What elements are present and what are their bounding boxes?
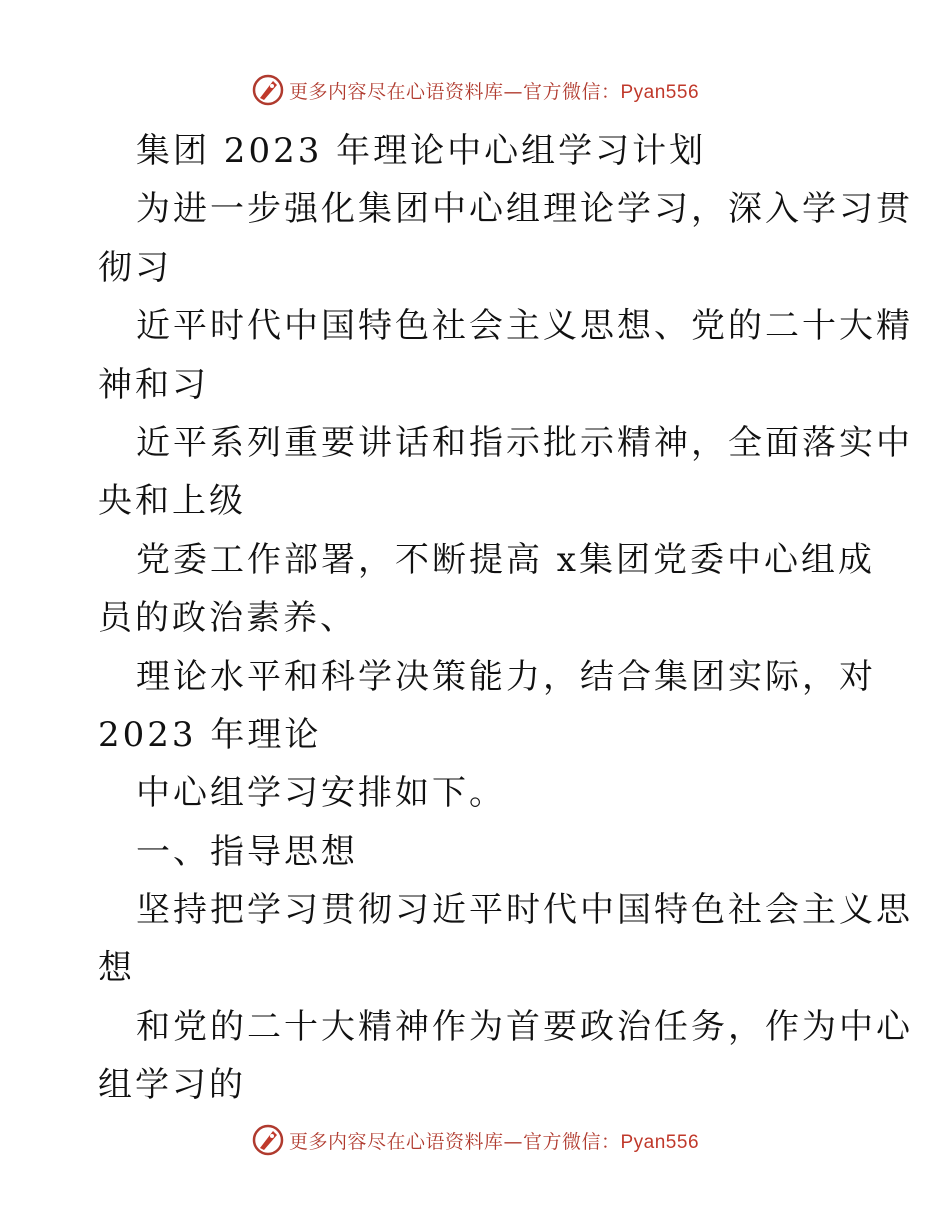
paragraph-line: 员的政治素养、 xyxy=(98,598,357,639)
paragraph-line: 组学习的 xyxy=(98,1065,246,1106)
section-heading: 一、指导思想 xyxy=(136,831,358,872)
paragraph-line: 理论水平和科学决策能力，结合集团实际，对 xyxy=(136,656,876,697)
paragraph-line: 为进一步强化集团中心组理论学习，深入学习贯 xyxy=(136,189,913,230)
pen-nib-logo-icon xyxy=(251,73,285,107)
paragraph-line: 神和习 xyxy=(98,364,209,405)
document-title: 集团 2023 年理论中心组学习计划 xyxy=(136,131,707,171)
paragraph-line: 党委工作部署，不断提高 x集团党委中心组成 xyxy=(136,539,875,580)
paragraph-line: 近平时代中国特色社会主义思想、党的二十大精 xyxy=(136,306,913,347)
paragraph-line: 想 xyxy=(98,948,135,989)
paragraph-line: 中心组学习安排如下。 xyxy=(136,773,506,814)
paragraph-line: 央和上级 xyxy=(98,481,246,522)
paragraph-line: 2023 年理论 xyxy=(98,714,322,755)
paragraph-line: 近平系列重要讲话和指示批示精神，全面落实中 xyxy=(136,422,913,463)
watermark-header xyxy=(0,70,950,110)
watermark-text: 更多内容尽在心语资料库—官方微信：Pyan556 xyxy=(288,80,700,103)
watermark-footer xyxy=(0,1120,950,1160)
paragraph-line: 坚持把学习贯彻习近平时代中国特色社会主义思 xyxy=(136,890,913,931)
document-body xyxy=(98,122,913,1115)
paragraph-line: 彻习 xyxy=(98,247,172,288)
paragraph-line: 和党的二十大精神作为首要政治任务，作为中心 xyxy=(136,1006,913,1047)
pen-nib-logo-icon xyxy=(251,1123,285,1157)
watermark-text: 更多内容尽在心语资料库—官方微信：Pyan556 xyxy=(288,1130,700,1153)
